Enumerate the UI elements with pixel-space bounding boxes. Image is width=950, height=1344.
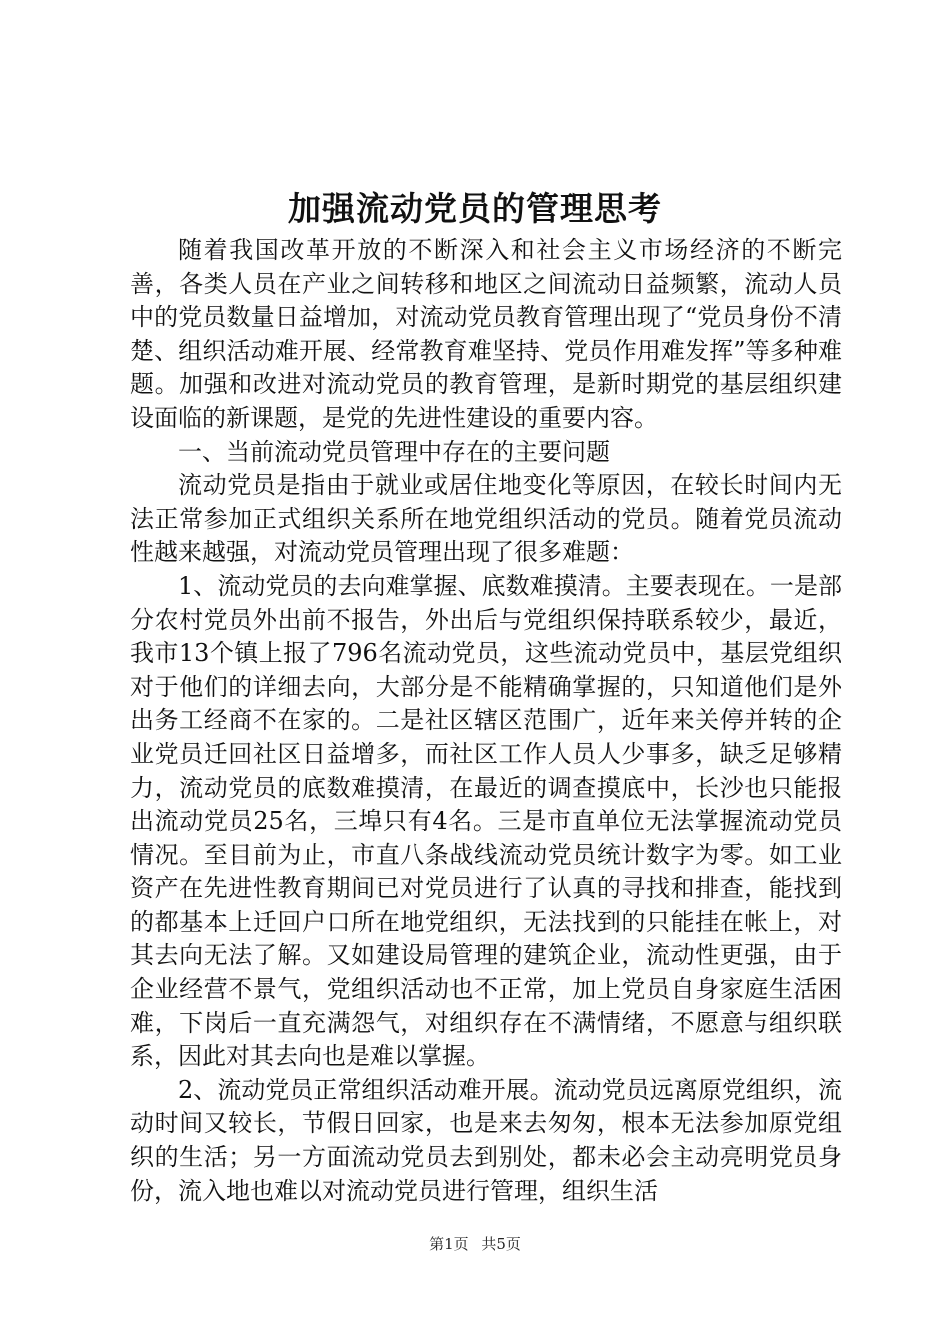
page-footer	[0, 1234, 950, 1254]
page-number-current: 第1页	[429, 1235, 469, 1253]
page-number-total: 共5页	[481, 1235, 521, 1253]
paragraph-point-2: 2、流动党员正常组织活动难开展。流动党员远离原党组织，流动时间又较长，节假日回家，也是来去匆匆，根本无法参加原党组织的生活；另一方面流动党员去到别处，都未必会主动亮明党员身份，流入地也难以对流动党员进行管理，组织生活	[130, 1075, 842, 1205]
document-title: 加强流动党员的管理思考	[288, 189, 662, 228]
paragraph-intro: 随着我国改革开放的不断深入和社会主义市场经济的不断完善，各类人员在产业之间转移和地区之间流动日益频繁，流动人员中的党员数量日益增加，对流动党员教育管理出现了“党员身份不清楚、组织活动难开展、经常教育难坚持、党员作用难发挥”等多种难题。加强和改进对流动党员的教育管理，是新时期党的基层组织建设面临的新课题，是党的先进性建设的重要内容。	[130, 236, 842, 432]
paragraph-definition: 流动党员是指由于就业或居住地变化等原因，在较长时间内无法正常参加正式组织关系所在地党组织活动的党员。随着党员流动性越来越强，对流动党员管理出现了很多难题：	[130, 471, 842, 567]
document-body	[130, 234, 842, 1208]
paragraph-point-1: 1、流动党员的去向难掌握、底数难摸清。主要表现在。一是部分农村党员外出前不报告，外出后与党组织保持联系较少，最近，我市13个镇上报了796名流动党员，这些流动党员中，基层党组织对于他们的详细去向，大部分是不能精确掌握的，只知道他们是外出务工经商不在家的。二是社区辖区范围广，近年来关停并转的企业党员迁回社区日益增多，而社区工作人员人少事多，缺乏足够精力，流动党员的底数难摸清，在最近的调查摸底中，长沙也只能报出流动党员25名，三埠只有4名。三是市直单位无法掌握流动党员情况。至目前为止，市直八条战线流动党员统计数字为零。如工业资产在先进性教育期间已对党员进行了认真的寻找和排查，能找到的都基本上迁回户口所在地党组织，无法找到的只能挂在帐上，对其去向无法了解。又如建设局管理的建筑企业，流动性更强，由于企业经营不景气，党组织活动也不正常，加上党员自身家庭生活困难，下岗后一直充满怨气，对组织存在不满情绪，不愿意与组织联系，因此对其去向也是难以掌握。	[130, 571, 842, 1071]
section-heading-1: 一、当前流动党员管理中存在的主要问题	[178, 437, 610, 466]
